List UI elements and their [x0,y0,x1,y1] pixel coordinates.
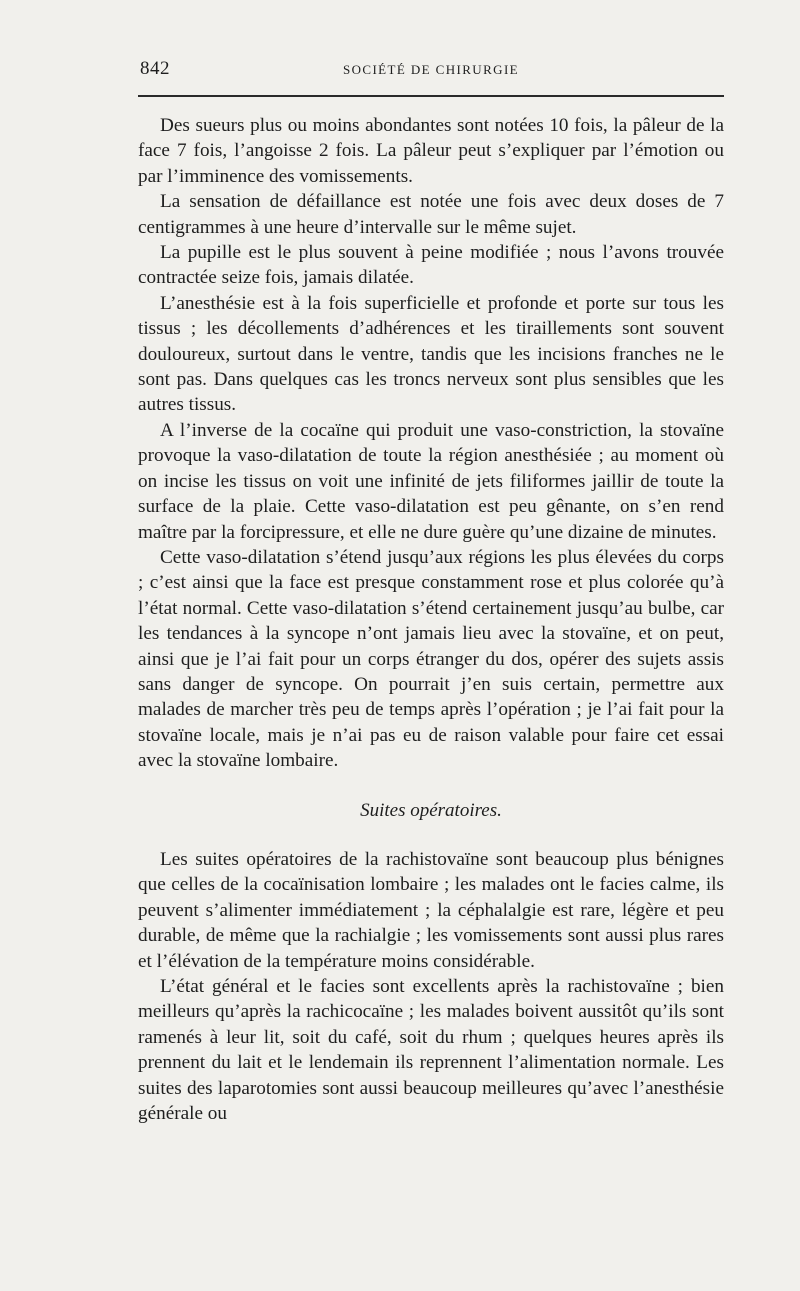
paragraph: Les suites opératoires de la rachistovaïne sont beaucoup plus bénignes que celles de la cocaïnisation lombaire ; les malades ont le facies calme, ils peuvent s’alimenter immédiatement ; la céphalalgie est rare, légère et peu durable, de même que la rachialgie ; les vomissements sont aussi plus rares et l’élévation de la température moins considérable. [138,848,724,972]
paragraph: A l’inverse de la cocaïne qui produit une vaso-constriction, la stovaïne provoque la vaso-dilatation de toute la région anesthésiée ; au moment où on incise les tissus on voit une infinité de jets filiformes jaillir de toute la surface de la plaie. Cette vaso-dilatation est peu gênante, on s’en rend maître par la forcipressure, et elle ne dure guère qu’une dizaine de minutes. [138,419,724,543]
running-head [138,58,724,84]
paragraph: L’état général et le facies sont excellents après la rachistovaïne ; bien meilleurs qu’après la rachicocaïne ; les malades boivent aussitôt qu’ils sont ramenés à leur lit, soit du café, soit du rhum ; quelques heures après ils prennent du lait et le lendemain ils reprennent l’alimentation normale. Les suites des laparotomies sont aussi beaucoup meilleures qu’avec l’anesthésie générale ou [138,976,724,1125]
paragraph: La pupille est le plus souvent à peine modifiée ; nous l’avons trouvée contractée seize fois, jamais dilatée. [138,242,724,289]
paragraph: L’anesthésie est à la fois superficielle et profonde et porte sur tous les tissus ; les décollements d’adhérences et les tiraillements sont souvent douloureux, surtout dans le ventre, tandis que les incisions franches ne le sont pas. Dans quelques cas les troncs nerveux sont plus sensibles que les autres tissus. [138,292,724,416]
page-number: 842 [140,58,170,79]
paragraph: Cette vaso-dilatation s’étend jusqu’aux régions les plus élevées du corps ; c’est ainsi que la face est presque constamment rose et plus colorée qu’à l’état normal. Cette vaso-dilatation s’étend certainement jusqu’au bulbe, car les tendances à la syncope n’ont jamais lieu avec la stovaïne, et on peut, ainsi que je l’ai fait pour un corps étranger du dos, opérer des sujets assis sans danger de syncope. On pourrait j’en suis certain, permettre aux malades de marcher très peu de temps après l’opération ; je l’ai fait pour la stovaïne locale, mais je n’ai pas eu de raison valable pour faire cet essai avec la stovaïne lombaire. [138,546,724,772]
header-rule [138,95,724,97]
section-heading: Suites opératoires. [360,799,502,821]
body-text [138,113,724,1126]
paragraph: Des sueurs plus ou moins abondantes sont notées 10 fois, la pâleur de la face 7 fois, l’angoisse 2 fois. La pâleur peut s’expliquer par l’émotion ou par l’imminence des vomissements. [138,115,724,187]
paragraph: La sensation de défaillance est notée une fois avec deux doses de 7 centigrammes à une heure d’intervalle sur le même sujet. [138,191,724,238]
running-title: SOCIÉTÉ DE CHIRURGIE [342,62,520,77]
